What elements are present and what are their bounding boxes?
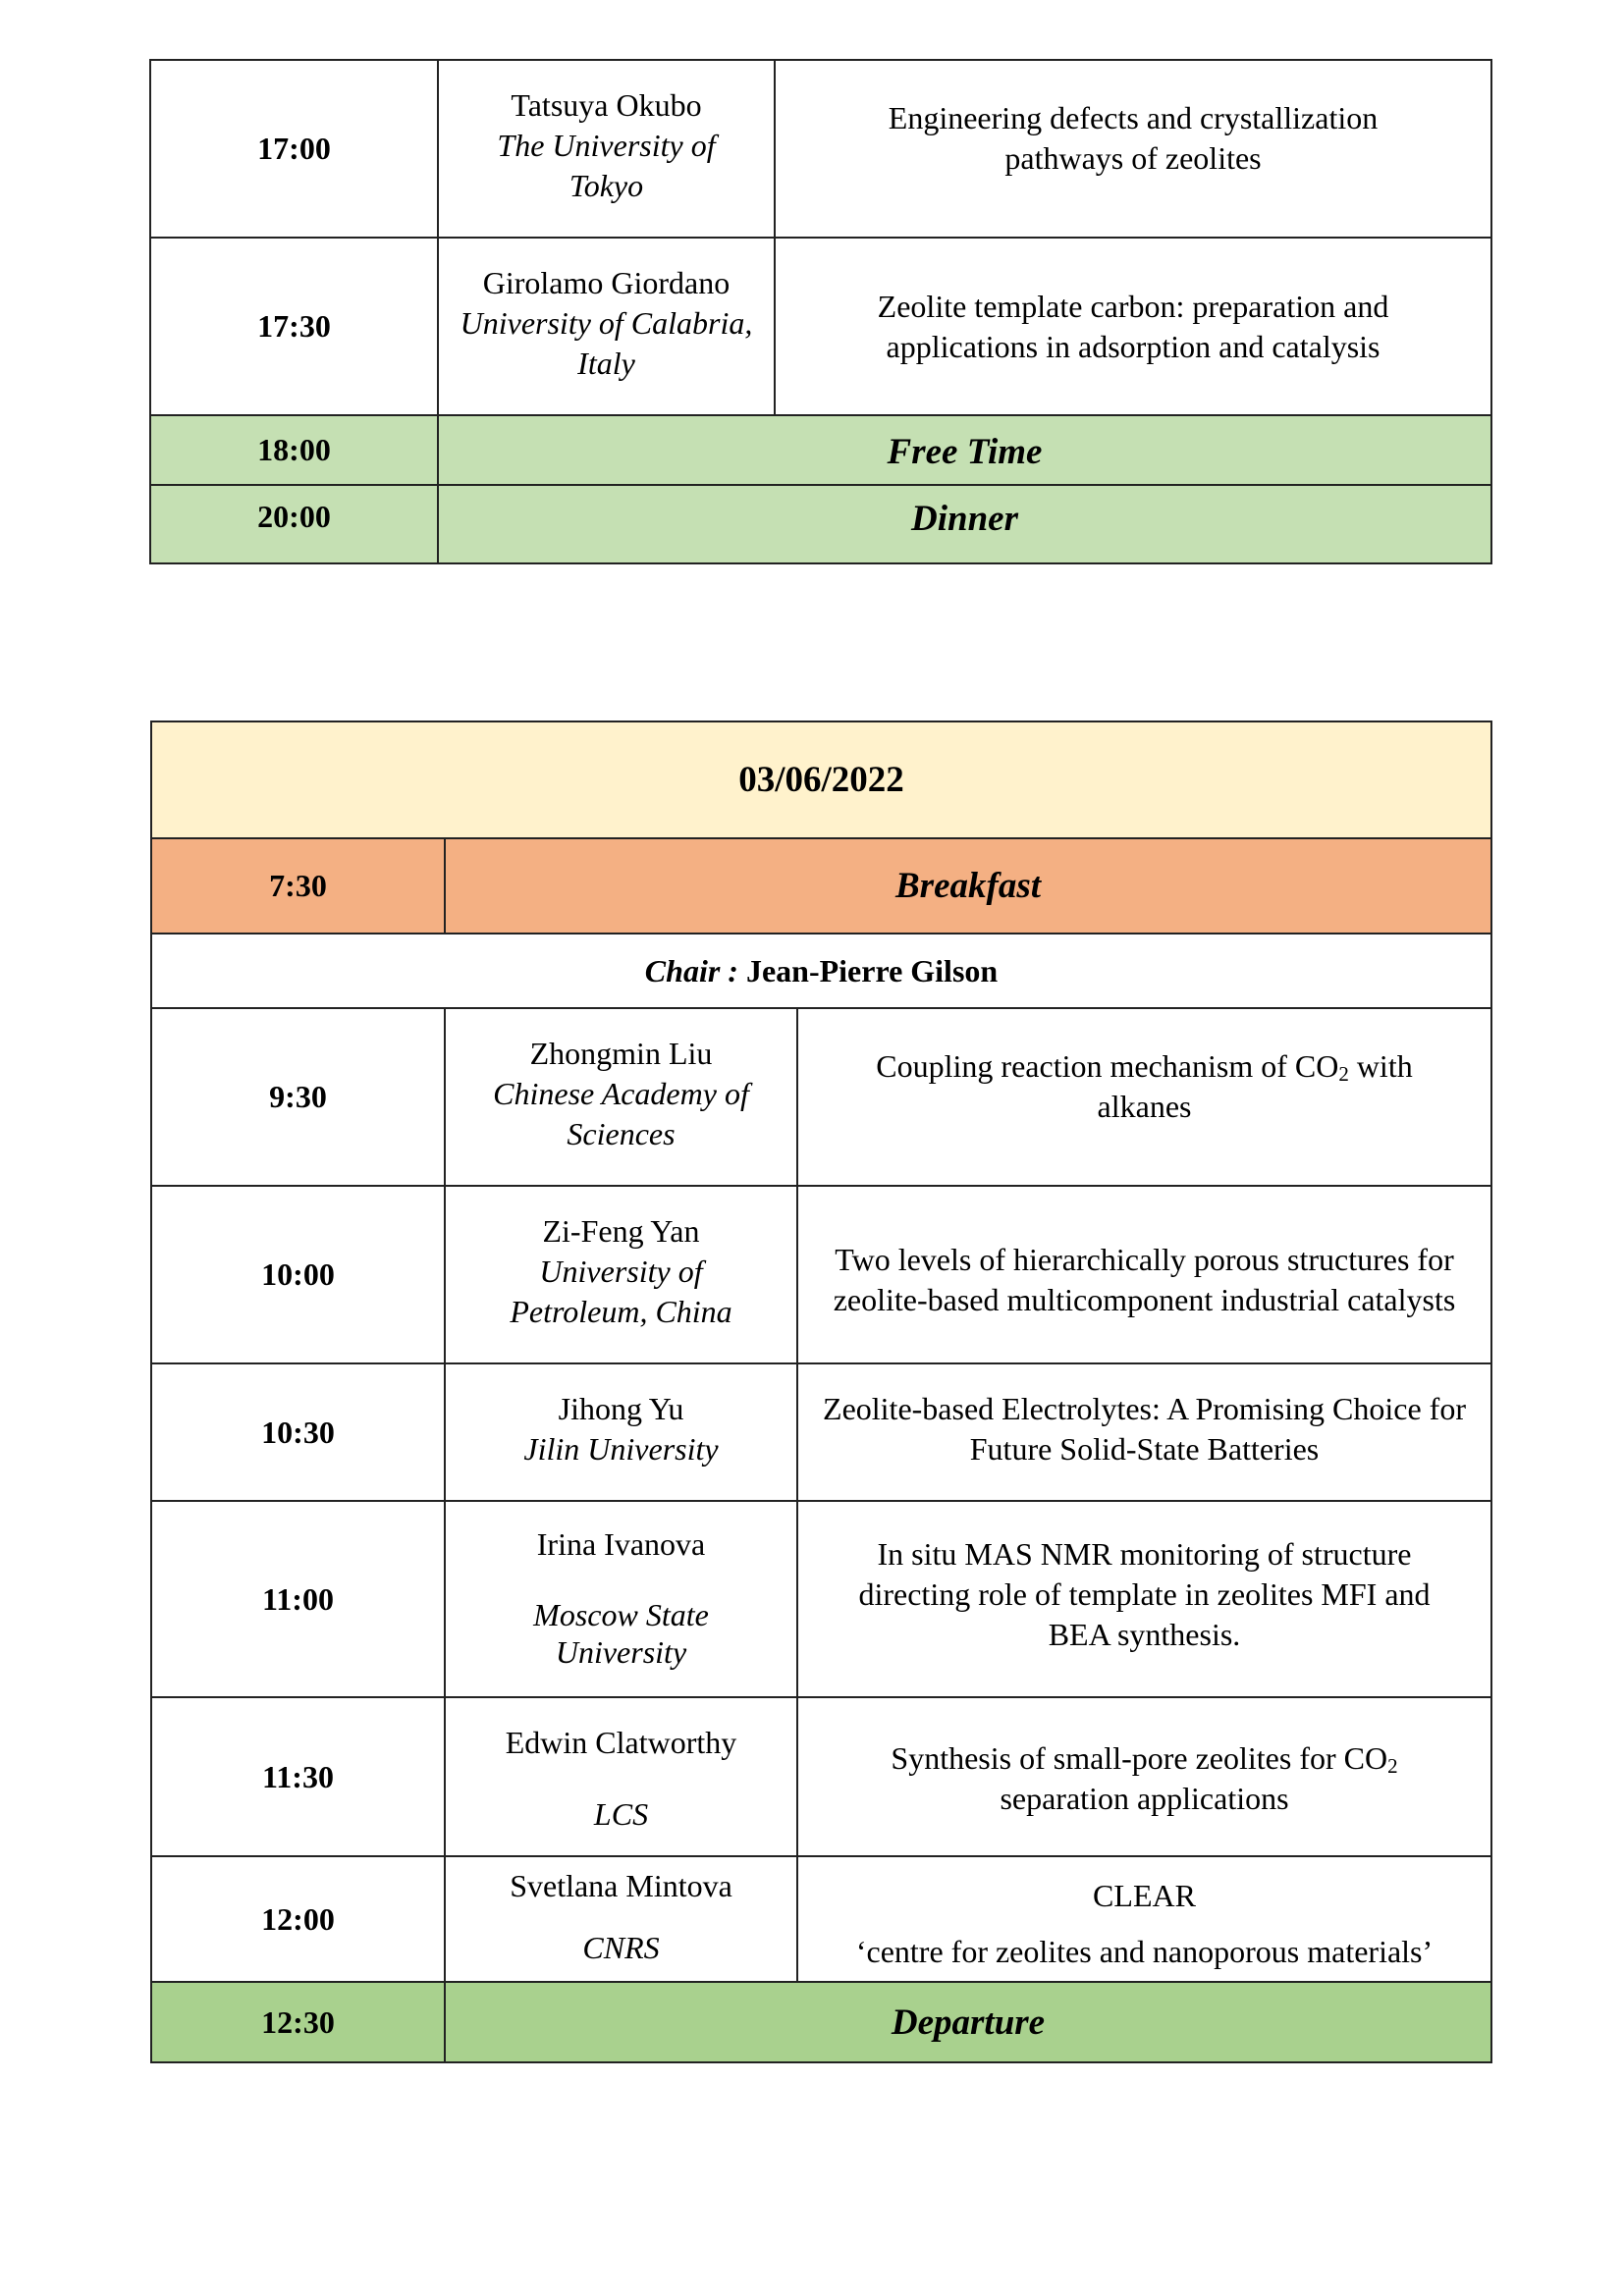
- time-cell: [151, 416, 439, 484]
- speaker-name: Jihong Yu: [558, 1391, 684, 1426]
- table-row: [152, 1187, 1490, 1364]
- time-cell: [152, 1009, 446, 1185]
- speaker-cell: [439, 239, 776, 414]
- speaker-affiliation: CNRS: [582, 1930, 660, 1965]
- time-cell: [152, 1187, 446, 1362]
- event-label: Dinner: [911, 498, 1018, 539]
- subscript: 2: [1338, 1061, 1349, 1086]
- table-row: [152, 1364, 1490, 1502]
- title-cell: [776, 61, 1490, 237]
- time-cell: [151, 239, 439, 414]
- event-time: 18:00: [257, 432, 331, 467]
- talk-title-line-2: ‘centre for zeolites and nanoporous materials’: [855, 1934, 1434, 1969]
- speaker-affiliation: The University of Tokyo: [497, 128, 716, 203]
- speaker-affiliation: Chinese Academy of Sciences: [493, 1076, 749, 1151]
- event-time: 7:30: [269, 868, 327, 903]
- event-label: Departure: [891, 2002, 1046, 2043]
- speaker-cell: [446, 1698, 798, 1855]
- talk-time: 10:00: [261, 1256, 335, 1292]
- talk-title: Zeolite template carbon: preparation and applications in adsorption and catalysis: [877, 288, 1389, 364]
- talk-title-line-1: CLEAR: [1093, 1878, 1196, 1913]
- event-cell: [439, 486, 1490, 562]
- chair-row: [152, 934, 1490, 1009]
- talk-title: Two levels of hierarchically porous structures for zeolite-based multicomponent industrial catalysts: [833, 1241, 1456, 1317]
- chair-label: Chair :: [644, 952, 738, 988]
- time-cell: [152, 1857, 446, 1981]
- talk-title-part: with alkanes: [1097, 1047, 1413, 1124]
- speaker-name: Tatsuya Okubo: [511, 87, 702, 123]
- event-row-departure: [152, 1983, 1490, 2061]
- speaker-name: Zhongmin Liu: [529, 1036, 713, 1071]
- date-header-row: [152, 722, 1490, 839]
- time-cell: [152, 1983, 446, 2061]
- title-cell: [798, 1364, 1490, 1500]
- speaker-affiliation: University of Calabria, Italy: [460, 305, 753, 381]
- talk-title: Engineering defects and crystallization pathways of zeolites: [888, 99, 1379, 176]
- event-row-free-time: [151, 416, 1490, 486]
- talk-time: 10:30: [261, 1414, 335, 1450]
- talk-time: 17:00: [257, 131, 331, 166]
- talk-time: 11:00: [262, 1580, 334, 1617]
- table-row: [152, 1698, 1490, 1857]
- speaker-cell: [446, 1364, 798, 1500]
- speaker-name: Zi-Feng Yan: [542, 1213, 700, 1249]
- talk-time: 11:30: [262, 1758, 334, 1794]
- time-cell: [152, 1364, 446, 1500]
- schedule-table-day-2: [150, 721, 1492, 2063]
- chair-text: [645, 953, 998, 989]
- event-time: 12:30: [261, 2003, 335, 2040]
- speaker-name: Girolamo Giordano: [482, 265, 731, 300]
- event-cell: [446, 839, 1490, 933]
- talk-title: Zeolite-based Electrolytes: A Promising Choice for Future Solid-State Batteries: [823, 1391, 1466, 1467]
- speaker-name: Svetlana Mintova: [510, 1868, 732, 1903]
- table-row: [151, 61, 1490, 239]
- event-label: Breakfast: [895, 866, 1041, 906]
- title-cell: [798, 1502, 1490, 1696]
- chair-name: Jean-Pierre Gilson: [745, 952, 999, 988]
- event-row-dinner: [151, 486, 1490, 562]
- speaker-affiliation: LCS: [593, 1796, 649, 1832]
- talk-title: In situ MAS NMR monitoring of structure directing role of template in zeolites MFI and BEA synthesis.: [858, 1535, 1431, 1652]
- event-cell: [439, 416, 1490, 484]
- event-label: Free Time: [887, 432, 1043, 472]
- time-cell: [151, 486, 439, 562]
- speaker-affiliation: Jilin University: [523, 1431, 719, 1467]
- talk-time: 9:30: [269, 1079, 327, 1114]
- table-row: [152, 1502, 1490, 1698]
- date-cell: [152, 722, 1490, 837]
- title-cell: [776, 239, 1490, 414]
- speaker-affiliation: University of Petroleum, China: [510, 1254, 732, 1329]
- speaker-affiliation: Moscow State University: [533, 1596, 709, 1670]
- time-cell: [151, 61, 439, 237]
- event-row-breakfast: [152, 839, 1490, 934]
- talk-time: 12:00: [261, 1900, 335, 1937]
- speaker-cell: [446, 1502, 798, 1696]
- talk-title-part: Synthesis of small-pore zeolites for CO: [891, 1740, 1388, 1776]
- title-cell: [798, 1009, 1490, 1185]
- time-cell: [152, 839, 446, 933]
- event-time: 20:00: [257, 498, 331, 534]
- time-cell: [152, 1698, 446, 1855]
- title-cell: [798, 1857, 1490, 1981]
- table-row: [151, 239, 1490, 416]
- title-cell: [798, 1698, 1490, 1855]
- table-row: [152, 1009, 1490, 1187]
- subscript: 2: [1387, 1754, 1398, 1778]
- event-cell: [446, 1983, 1490, 2061]
- schedule-table-day-1: [149, 59, 1492, 564]
- speaker-cell: [446, 1187, 798, 1362]
- table-row: [152, 1857, 1490, 1983]
- speaker-name: Irina Ivanova: [536, 1525, 706, 1562]
- speaker-cell: [439, 61, 776, 237]
- time-cell: [152, 1502, 446, 1696]
- speaker-cell: [446, 1009, 798, 1185]
- talk-title: [817, 1046, 1473, 1127]
- talk-title-part: Coupling reaction mechanism of CO: [876, 1047, 1339, 1084]
- speaker-cell: [446, 1857, 798, 1981]
- talk-time: 17:30: [257, 308, 331, 344]
- talk-title-part: separation applications: [1000, 1781, 1289, 1816]
- chair-cell: [152, 934, 1490, 1007]
- title-cell: [798, 1187, 1490, 1362]
- talk-title: [817, 1738, 1473, 1819]
- date-heading: 03/06/2022: [738, 760, 904, 800]
- speaker-name: Edwin Clatworthy: [505, 1725, 737, 1760]
